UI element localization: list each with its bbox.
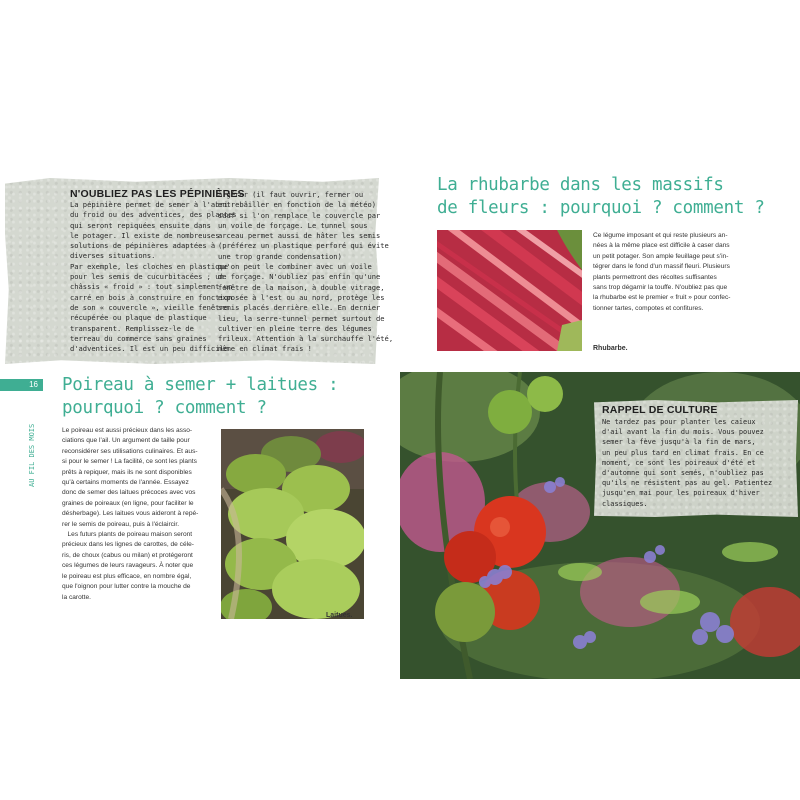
- reminder-box-text: [602, 417, 794, 509]
- info-box-line: le potager. Il existe de nombreuses: [70, 230, 220, 240]
- lettuce-image: [221, 429, 364, 619]
- info-box-line: cultiver en pleine terre des légumes: [218, 323, 372, 333]
- info-box-line: exposée à l'est ou au nord, protège les: [218, 292, 385, 302]
- paragraph-line: rer le semis de poireau, puis à l'éclaircir.: [62, 520, 180, 528]
- paragraph-line: la rhubarbe est le premier « fruit » pour confec-: [593, 294, 731, 302]
- caption-rhubarbe: Rhubarbe.: [593, 345, 628, 352]
- info-box-line: de son « couvercle », vieille fenêtre: [70, 302, 229, 312]
- reminder-line: moment, ce sont les poireaux d'été et: [602, 458, 756, 467]
- info-box-line: carré en bois à construire en fonction: [70, 292, 233, 302]
- reminder-line: d'automne qui sont semés, n'oubliez pas: [602, 469, 764, 478]
- info-box-line: lieu, la serre-tunnel permet surtout de: [218, 313, 385, 323]
- section-title-rhubarbe-line2: de fleurs : pourquoi ? comment ?: [437, 198, 765, 218]
- info-box-line: fenêtre de la maison, à double vitrage,: [218, 282, 385, 292]
- info-box-col2: [218, 190, 394, 355]
- paragraph-line: reconsidérer ses utilisations culinaires. Et aus-: [62, 447, 198, 455]
- reminder-line: d'ail avant la fin du mois. Vous pouvez: [602, 428, 764, 437]
- paragraph-line: ciations que l'ail. Un argument de taille pour: [62, 437, 190, 445]
- reminder-line: jusqu'en mai pour les poireaux d'hiver: [602, 489, 760, 498]
- info-box-line: récupérée ou plaque de plastique: [70, 313, 207, 323]
- section-text-rhubarbe: [593, 231, 743, 314]
- page-number: 16: [29, 380, 38, 389]
- paragraph-line: ces légumes de leurs ravageurs. À noter que: [62, 562, 194, 570]
- paragraph-line: prêts à repiquer, mais ils ne sont disponibles: [62, 468, 192, 476]
- info-box-line: La pépinière permet de semer à l'abri: [70, 200, 229, 209]
- info-box-line: terreau du commerce sans graines: [70, 333, 207, 343]
- info-box-title: N'OUBLIEZ PAS LES PÉPINIÈRES: [70, 188, 245, 200]
- section-text-poireau: [62, 426, 212, 603]
- info-box-line: châssis « froid » : tout simplement un: [70, 282, 233, 292]
- info-box-line: une trop grande condensation): [218, 251, 342, 261]
- info-box-line: du froid ou des adventices, des plantes: [70, 210, 237, 220]
- paragraph-line: nées à la même place est difficile à caser dans: [593, 242, 730, 250]
- page-number-tab: [0, 379, 43, 391]
- info-box-col1: [70, 200, 237, 354]
- rhubarbe-photo: [437, 230, 582, 351]
- info-box-line: de forçage. N'oubliez pas enfin qu'une: [218, 272, 381, 282]
- reminder-line: semer la fève jusqu'à la fin de mars,: [602, 438, 756, 447]
- section-title-rhubarbe: [437, 174, 777, 220]
- info-box-line: pour les semis de cucurbitacées ; un: [70, 272, 224, 282]
- rhubarb-image: [437, 230, 582, 351]
- info-box-line: à gérer (il faut ouvrir, fermer ou: [218, 190, 364, 199]
- paragraph-line: plants permettront des récoltes suffisantes: [593, 273, 717, 281]
- reminder-line: qu'ils ne résistent pas au gel. Patientez: [602, 479, 773, 488]
- paragraph-line: donc de semer des laitues précoces avec vos: [62, 489, 196, 497]
- paragraph-line: Le poireau est aussi précieux dans les asso-: [62, 427, 193, 434]
- info-box-line: entrebâiller en fonction de la météo): [218, 200, 377, 210]
- reminder-box-title: RAPPEL DE CULTURE: [602, 404, 718, 416]
- running-head: AU FIL DES MOIS: [28, 423, 36, 487]
- paragraph-line: ris, de choux (cabus ou milan) et protégeront: [62, 551, 193, 559]
- info-box-line: semis placés derrière elle. En dernier: [218, 303, 381, 313]
- paragraph-line: le poireau est plus efficace, en nombre égal,: [62, 572, 192, 580]
- info-box-line: sauf si l'on remplace le couvercle par: [218, 210, 381, 220]
- caption-laitues: Laitues.: [326, 612, 353, 619]
- info-box-line: Par exemple, les cloches en plastique: [70, 261, 229, 271]
- info-box-line: transparent. Remplissez-le de: [70, 323, 194, 333]
- laitues-photo: [221, 429, 364, 619]
- info-box-line: frileux. Attention à la surchauffe l'été,: [218, 334, 394, 344]
- paragraph-line: si pour le semer ! La facilité, ce sont les plants: [62, 458, 197, 466]
- section-title-poireau-line1: Poireau à semer + laitues :: [62, 375, 339, 395]
- paragraph-line: tégrer dans le fond d'un massif fleuri. Plusieurs: [593, 263, 730, 271]
- paragraph-line: désherbage). Les laitues vous aideront à repé-: [62, 510, 199, 518]
- info-box-line: qui seront repiquées ensuite dans: [70, 220, 211, 230]
- reminder-line: Ne tardez pas pour planter les caïeux: [602, 418, 756, 426]
- paragraph-line: Les futurs plants de poireau maison seront: [62, 531, 193, 539]
- section-title-rhubarbe-line1: La rhubarbe dans les massifs: [437, 175, 724, 195]
- info-box-line: d'adventices. Il est un peu difficile: [70, 344, 229, 354]
- info-box-line: diverses situations.: [70, 251, 156, 261]
- reminder-line: classiques.: [602, 499, 648, 508]
- info-box-line: même en climat frais !: [218, 344, 312, 354]
- section-title-poireau-line2: pourquoi ? comment ?: [62, 398, 267, 418]
- info-box-line: (préférez un plastique perforé qui évite: [218, 241, 389, 251]
- paragraph-line: graines de poireaux (en ligne, pour faciliter le: [62, 499, 194, 507]
- reminder-line: un peu plus tard en climat frais. En ce: [602, 448, 764, 457]
- info-box-line: qu'on peut le combiner avec un voile: [218, 262, 372, 272]
- section-title-poireau: [62, 374, 362, 420]
- paragraph-line: Ce légume imposant et qui reste plusieurs an-: [593, 232, 728, 239]
- info-box-line: solutions de pépinières adaptées à: [70, 241, 216, 251]
- paragraph-line: tionner tartes, compotes et confitures.: [593, 304, 704, 312]
- paragraph-line: que l'oignon pour lutter contre la mouche de: [62, 583, 191, 591]
- paragraph-line: un petit potager. Son ample feuillage peut s'in-: [593, 252, 729, 260]
- info-box-line: arceau permet aussi de hâter les semis: [218, 231, 381, 241]
- paragraph-line: qu'à certains moments de l'année. Essayez: [62, 479, 189, 487]
- paragraph-line: précieux dans les lignes de carottes, de céle-: [62, 541, 194, 549]
- paragraph-line: la carotte.: [62, 593, 91, 601]
- paragraph-line: sans trop dégarnir la touffe. N'oubliez pas que: [593, 284, 728, 292]
- info-box-line: un voile de forçage. Le tunnel sous: [218, 220, 368, 230]
